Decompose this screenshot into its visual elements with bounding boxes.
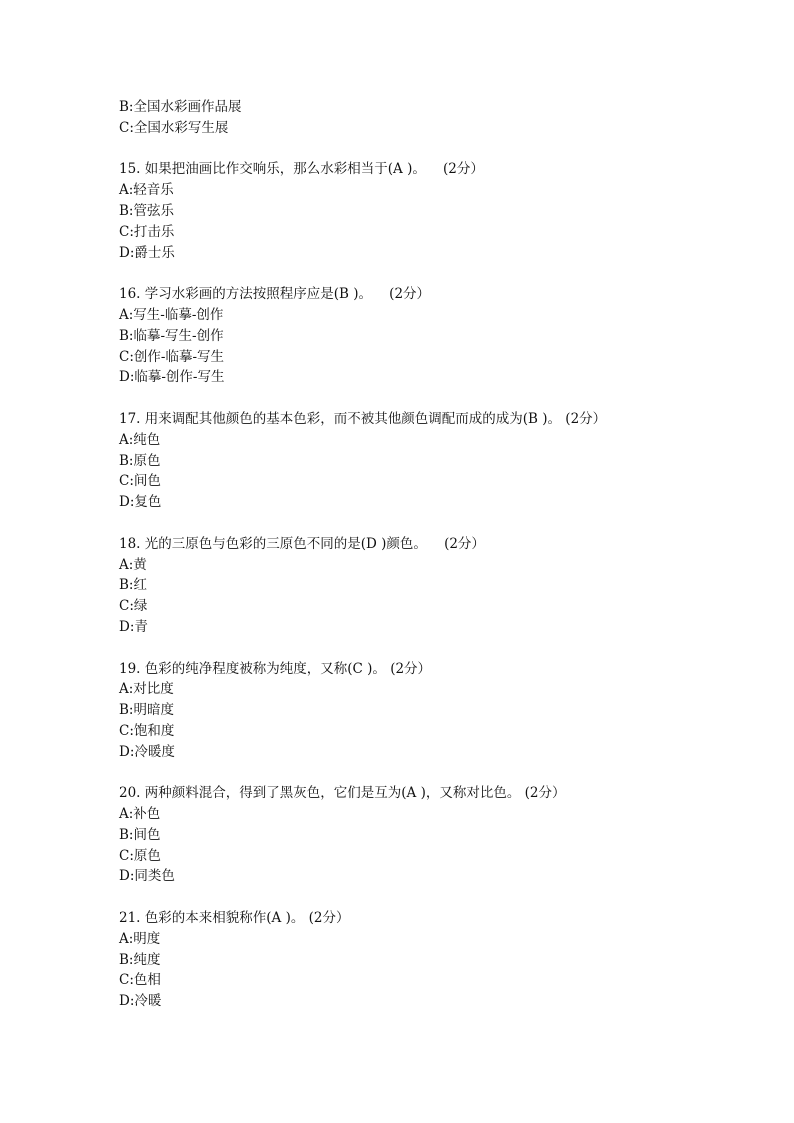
option-line: C:原色 bbox=[119, 847, 161, 864]
option-line: A:对比度 bbox=[119, 681, 174, 698]
question-20 bbox=[119, 783, 739, 887]
option-line: A:纯色 bbox=[119, 431, 161, 448]
option-line: D:爵士乐 bbox=[119, 244, 175, 261]
option-line: A:明度 bbox=[119, 930, 161, 947]
option-line: B:原色 bbox=[119, 452, 161, 469]
option-line: B:管弦乐 bbox=[119, 202, 174, 219]
option-line: D:青 bbox=[119, 618, 148, 635]
option-line: D:同类色 bbox=[119, 868, 175, 885]
question-stem: 19. 色彩的纯净程度被称为纯度，又称(C )。 (2分） bbox=[119, 660, 432, 677]
option-line: C:色相 bbox=[119, 972, 161, 989]
leading-options bbox=[119, 97, 739, 139]
question-stem: 18. 光的三原色与色彩的三原色不同的是(D )颜色。 (2分） bbox=[119, 535, 485, 552]
option-line: C:创作-临摹-写生 bbox=[119, 348, 225, 365]
question-16 bbox=[119, 284, 739, 388]
option-line: A:写生-临摹-创作 bbox=[119, 306, 224, 323]
question-19 bbox=[119, 659, 739, 763]
question-21 bbox=[119, 908, 739, 1012]
question-15 bbox=[119, 159, 739, 263]
option-line: A:轻音乐 bbox=[119, 182, 174, 199]
question-17 bbox=[119, 409, 739, 513]
option-line: D:复色 bbox=[119, 494, 162, 511]
option-line: B:明暗度 bbox=[119, 702, 174, 719]
question-stem: 16. 学习水彩画的方法按照程序应是(B )。 (2分） bbox=[119, 286, 431, 303]
question-stem: 15. 如果把油画比作交响乐，那么水彩相当于(A )。 (2分） bbox=[119, 161, 484, 178]
option-line: A:补色 bbox=[119, 806, 161, 823]
question-18 bbox=[119, 534, 739, 638]
option-line: B:间色 bbox=[119, 826, 161, 843]
option-line: C:全国水彩写生展 bbox=[119, 119, 229, 136]
option-line: D:冷暖 bbox=[119, 993, 162, 1010]
question-stem: 17. 用来调配其他颜色的基本色彩，而不被其他颜色调配而成的成为(B )。 (2分） bbox=[119, 410, 607, 427]
option-line: C:打击乐 bbox=[119, 223, 175, 240]
option-line: B:全国水彩画作品展 bbox=[119, 99, 242, 115]
option-line: D:临摹-创作-写生 bbox=[119, 369, 225, 386]
question-stem: 20. 两种颜料混合，得到了黑灰色，它们是互为(A )，又称对比色。 (2分） bbox=[119, 785, 566, 802]
option-line: C:饱和度 bbox=[119, 722, 175, 739]
option-line: D:冷暖度 bbox=[119, 743, 175, 760]
exam-page bbox=[119, 97, 739, 1012]
option-line: C:间色 bbox=[119, 473, 161, 490]
option-line: B:纯度 bbox=[119, 951, 161, 968]
option-line: B:红 bbox=[119, 577, 147, 594]
option-line: C:绿 bbox=[119, 598, 148, 615]
option-line: A:黄 bbox=[119, 556, 147, 573]
question-stem: 21. 色彩的本来相貌称作(A )。 (2分） bbox=[119, 910, 350, 927]
option-line: B:临摹-写生-创作 bbox=[119, 327, 224, 344]
